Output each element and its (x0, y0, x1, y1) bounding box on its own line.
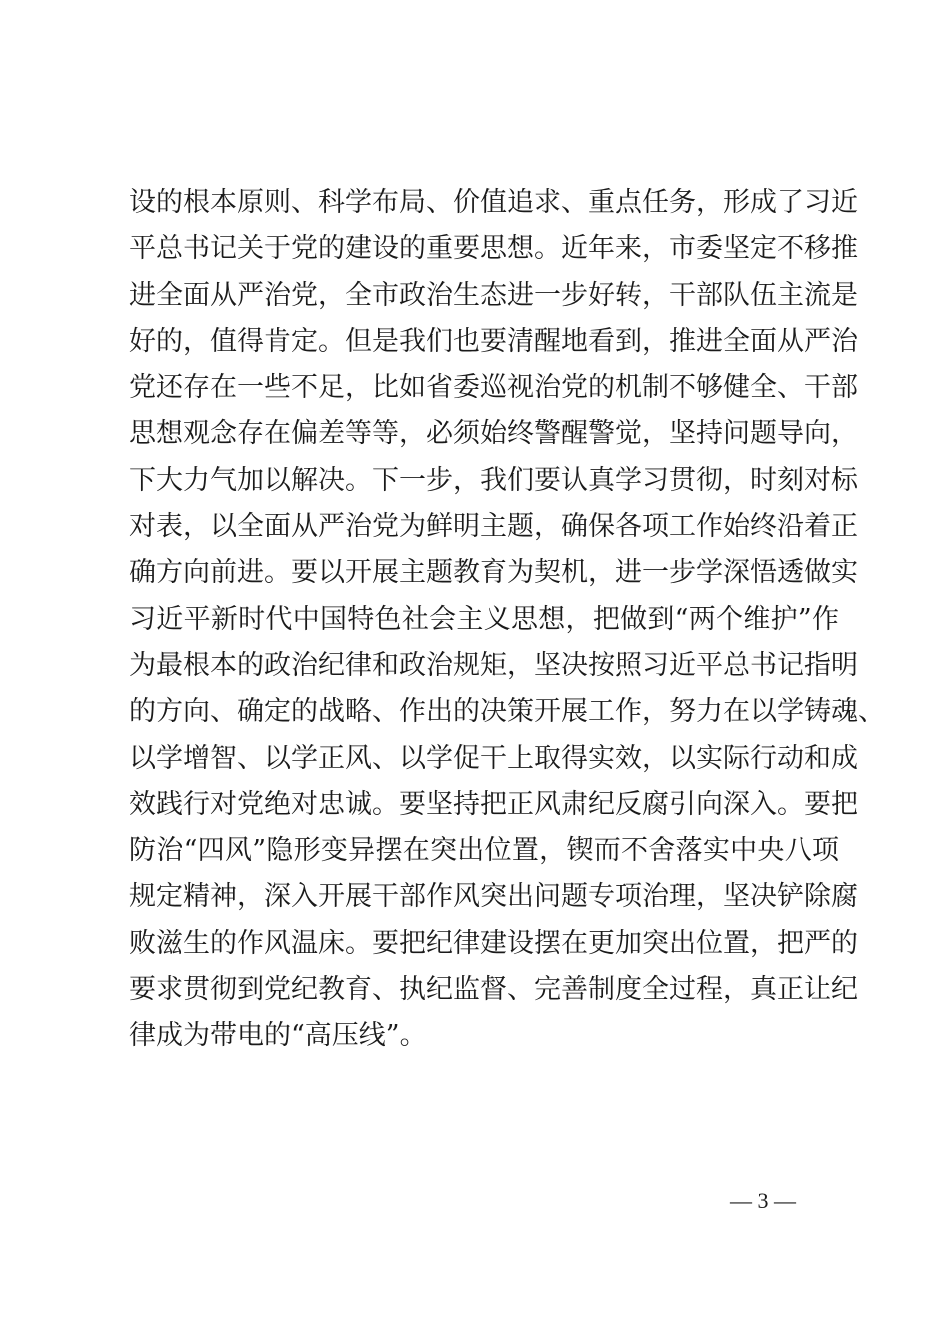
text-line: 败滋生的作风温床。要把纪律建设摆在更加突出位置，把严的 (129, 927, 858, 959)
body-text (129, 180, 885, 1060)
text-line: 进全面从严治党，全市政治生态进一步好转，干部队伍主流是 (129, 279, 858, 311)
text-line: 要求贯彻到党纪教育、执纪监督、完善制度全过程，真正让纪 (129, 974, 858, 1006)
text-line: 下大力气加以解决。下一步，我们要认真学习贯彻，时刻对标 (129, 464, 858, 496)
text-line: 为最根本的政治纪律和政治规矩，坚决按照习近平总书记指明 (129, 649, 858, 681)
text-line: 效践行对党绝对忠诚。要坚持把正风肃纪反腐引向深入。要把 (129, 788, 858, 820)
text-line: 设的根本原则、科学布局、价值追求、重点任务，形成了习近 (129, 187, 858, 218)
text-line: 的方向、确定的战略、作出的决策开展工作，努力在以学铸魂、 (129, 696, 885, 728)
text-line: 对表，以全面从严治党为鲜明主题，确保各项工作始终沿着正 (129, 511, 858, 543)
text-line: 党还存在一些不足，比如省委巡视治党的机制不够健全、干部 (129, 372, 858, 404)
text-line: 好的，值得肯定。但是我们也要清醒地看到，推进全面从严治 (129, 325, 858, 357)
text-line: 习近平新时代中国特色社会主义思想，把做到“两个维护”作 (129, 603, 839, 635)
text-line: 确方向前进。要以开展主题教育为契机，进一步学深悟透做实 (129, 557, 858, 589)
text-line: 防治“四风”隐形变异摆在突出位置，锲而不舍落实中央八项 (129, 835, 839, 867)
text-line: 规定精神，深入开展干部作风突出问题专项治理，坚决铲除腐 (129, 881, 858, 913)
text-line: 律成为带电的“高压线”。 (129, 1020, 427, 1052)
text-line: 思想观念存在偏差等等，必须始终警醒警觉，坚持问题导向， (129, 418, 858, 450)
page-number: — 3 — (730, 1188, 796, 1213)
text-line: 以学增智、以学正风、以学促干上取得实效，以实际行动和成 (129, 742, 858, 774)
text-line: 平总书记关于党的建设的重要思想。近年来，市委坚定不移推 (129, 233, 858, 265)
